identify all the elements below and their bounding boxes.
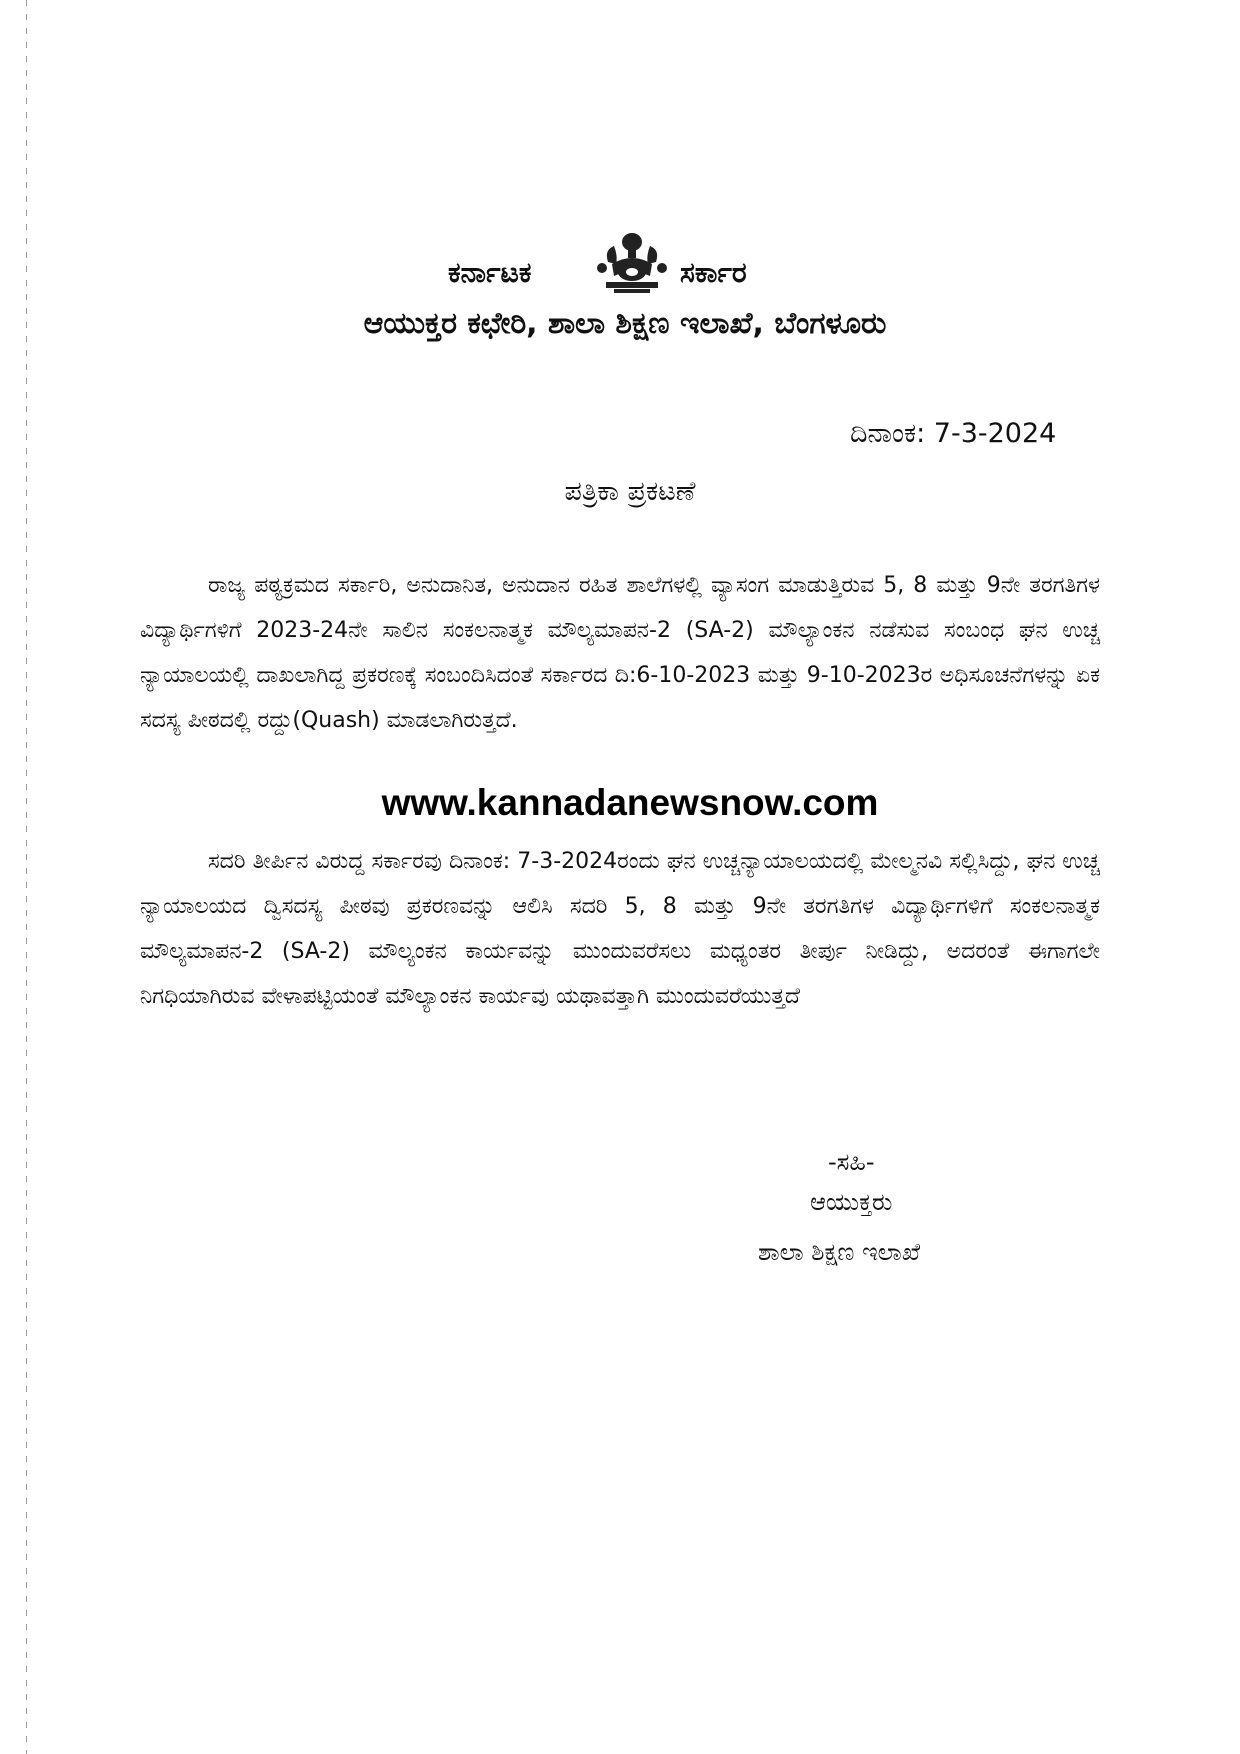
- paragraph-1: ರಾಜ್ಯ ಪಠ್ಯಕ್ರಮದ ಸರ್ಕಾರಿ, ಅನುದಾನಿತ, ಅನುದಾನ ರಹಿತ ಶಾಲೆಗಳಲ್ಲಿ ವ್ಯಾಸಂಗ ಮಾಡುತ್ತಿರುವ 5, 8 ಮತ್ತು 9ನೇ ತರಗತಿಗಳ ವಿದ್ಯಾರ್ಥಿಗಳಿಗೆ 2023-24ನೇ ಸಾಲಿನ ಸಂಕಲನಾತ್ಮಕ ಮೌಲ್ಯಮಾಪನ-2 (SA-2) ಮೌಲ್ಯಾಂಕನ ನಡೆಸುವ ಸಂಬಂಧ ಘನ ಉಚ್ಚ ನ್ಯಾಯಾಲಯಲ್ಲಿ ದಾಖಲಾಗಿದ್ದ ಪ್ರಕರಣಕ್ಕೆ ಸಂಬಂದಿಸಿದಂತೆ ಸರ್ಕಾರದ ದಿ:6-10-2023 ಮತ್ತು 9-10-2023ರ ಅಧಿಸೂಚನೆಗಳನ್ನು ಏಕ ಸದಸ್ಯ ಪೀಠದಲ್ಲಿ ರದ್ದು(Quash) ಮಾಡಲಾಗಿರುತ್ತದೆ.: [140, 573, 1100, 733]
- watermark-url: www.kannadanewsnow.com: [381, 782, 879, 823]
- letterhead: [0, 228, 1240, 298]
- office-title: ಆಯುಕ್ತರ ಕಛೇರಿ, ಶಾಲಾ ಶಿಕ್ಷಣ ಇಲಾಖೆ, ಬೆಂಗಳೂರು: [363, 306, 887, 341]
- paragraph-2: ಸದರಿ ತೀರ್ಪಿನ ವಿರುದ್ದ ಸರ್ಕಾರವು ದಿನಾಂಕ: 7-3-2024ರಂದು ಘನ ಉಚ್ಚನ್ಯಾಯಾಲಯದಲ್ಲಿ ಮೇಲ್ಮನವಿ ಸಲ್ಲಿಸಿದ್ದು, ಘನ ಉಚ್ಚ ನ್ಯಾಯಾಲಯದ ದ್ವಿಸದಸ್ಯ ಪೀಠವು ಪ್ರಕರಣವನ್ನು ಆಲಿಸಿ ಸದರಿ 5, 8 ಮತ್ತು 9ನೇ ತರಗತಿಗಳ ವಿದ್ಯಾರ್ಥಿಗಳಿಗೆ ಸಂಕಲನಾತ್ಮಕ ಮೌಲ್ಯಮಾಪನ-2 (SA-2) ಮೌಲ್ಯಂಕನ ಕಾರ್ಯವನ್ನು ಮುಂದುವರೆಸಲು ಮಧ್ಯಂತರ ತೀರ್ಪು ನೀಡಿದ್ದು, ಅದರಂತೆ ಈಗಾಗಲೇ ನಿಗಧಿಯಾಗಿರುವ ವೇಳಾಪಟ್ಟಿಯಂತೆ ಮೌಲ್ಯಾಂಕನ ಕಾರ್ಯವು ಯಥಾವತ್ತಾಗಿ ಮುಂದುವರೆಯುತ್ತದೆ: [140, 849, 1100, 1009]
- date-line: ದಿನಾಂಕ: 7-3-2024: [850, 418, 1057, 449]
- state-name-left: ಕರ್ನಾಟಕ: [448, 256, 532, 289]
- signatory-department: ಶಾಲಾ ಶಿಕ್ಷಣ ಇಲಾಖೆ: [758, 1238, 921, 1266]
- press-release-title: ಪತ್ರಿಕಾ ಪ್ರಕಟಣೆ: [564, 476, 696, 507]
- state-name-right: ಸರ್ಕಾರ: [680, 256, 747, 289]
- karnataka-emblem-icon: [594, 228, 670, 298]
- signature-mark: -ಸಹಿ-: [828, 1148, 875, 1176]
- signatory-title: ಆಯುಕ್ತರು: [810, 1188, 893, 1216]
